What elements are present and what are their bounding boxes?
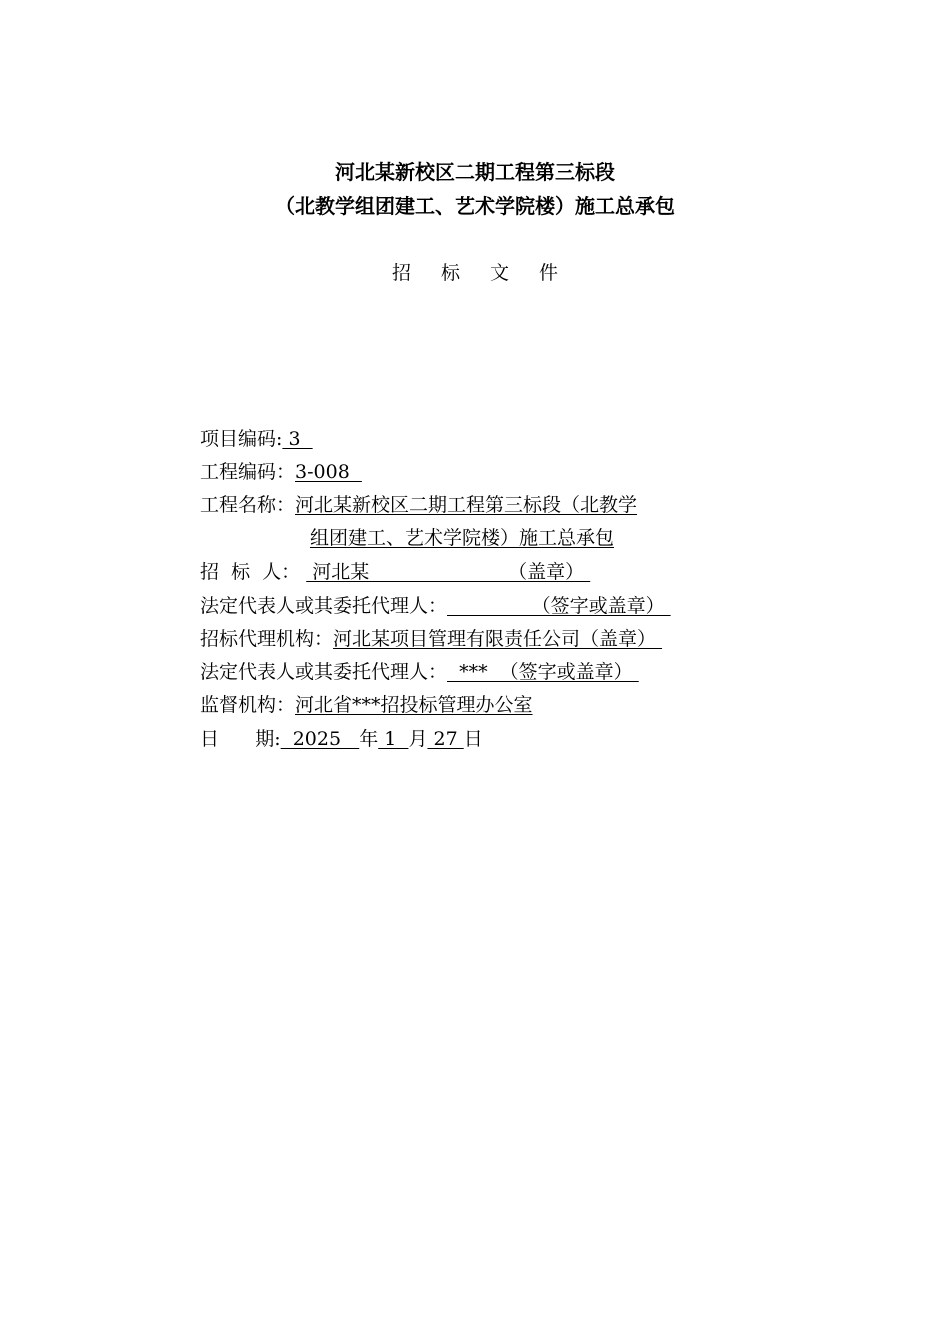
date-year: 2025 — [280, 728, 360, 750]
engineering-code-label: 工程编码： — [200, 461, 296, 483]
project-code-value: 3 — [282, 428, 313, 450]
date-day: 27 — [427, 728, 464, 750]
engineering-name-continuation — [310, 523, 614, 553]
document-title-line1: 河北某新校区二期工程第三标段 — [335, 160, 615, 184]
legal-rep-1-label: 法定代表人或其委托代理人： — [200, 595, 448, 617]
tenderer-row — [200, 557, 590, 587]
legal-rep-2-label: 法定代表人或其委托代理人： — [200, 661, 448, 683]
document-type: 招 标 文 件 — [391, 262, 571, 284]
supervisor-label: 监督机构： — [200, 694, 296, 716]
engineering-name-label: 工程名称： — [200, 494, 296, 516]
tenderer-value: 河北某 （盖章） — [306, 561, 591, 583]
agency-label: 招标代理机构： — [200, 628, 334, 650]
legal-rep-2-value: *** （签字或盖章） — [447, 661, 639, 683]
engineering-code-row — [200, 457, 362, 487]
date-year-unit: 年 — [359, 728, 379, 750]
tenderer-label: 招 标 人： — [200, 561, 301, 583]
legal-rep-row-1 — [200, 591, 671, 621]
supervisor-value: 河北省***招投标管理办公室 — [295, 694, 533, 716]
date-month: 1 — [378, 728, 409, 750]
engineering-code-value: 3-008 — [295, 461, 362, 483]
project-code-label: 项目编码: — [200, 428, 283, 450]
date-day-unit: 日 — [463, 728, 483, 750]
engineering-name-value-line2: 组团建工、艺术学院楼）施工总承包 — [310, 527, 615, 549]
document-title-line2: （北教学组团建工、艺术学院楼）施工总承包 — [275, 194, 675, 218]
engineering-name-value-line1: 河北某新校区二期工程第三标段（北教学 — [295, 494, 638, 516]
legal-rep-1-value: （签字或盖章） — [447, 595, 671, 617]
project-code-row — [200, 424, 313, 454]
supervisor-row — [200, 690, 533, 720]
legal-rep-row-2 — [200, 657, 639, 687]
agency-value: 河北某项目管理有限责任公司（盖章） — [333, 628, 663, 650]
engineering-name-row — [200, 490, 637, 520]
date-label: 日 期: — [200, 728, 281, 750]
agency-row — [200, 624, 662, 654]
date-month-unit: 月 — [408, 728, 428, 750]
date-row — [200, 724, 483, 754]
